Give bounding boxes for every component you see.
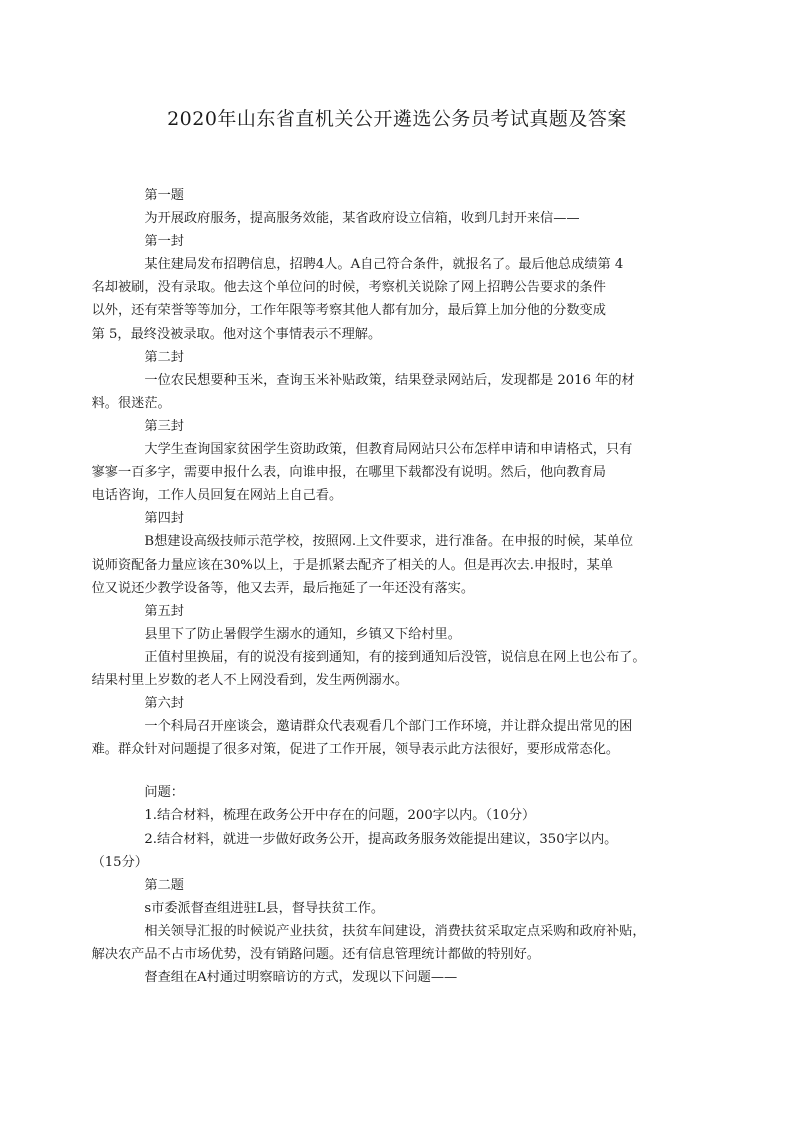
paragraph — [118, 507, 678, 530]
paragraph-line: 以外，还有荣誉等等加分，工作年限等考察其他人都有加分，最后算上加分他的分数变成 — [91, 303, 606, 319]
paragraph — [118, 600, 678, 623]
paragraph-line: 第六封 — [144, 696, 184, 712]
paragraph — [118, 804, 678, 827]
paragraph-line: 第二题 — [144, 877, 184, 893]
paragraph-line: 电话咨询，工作人员回复在网站上自己看。 — [91, 488, 343, 504]
paragraph-line: 料。很迷茫。 — [91, 395, 171, 411]
document-body — [91, 184, 678, 989]
paragraph — [91, 920, 678, 966]
paragraph-line: （15分） — [91, 854, 148, 870]
paragraph-line: 第四封 — [144, 511, 184, 527]
paragraph-line: 相关领导汇报的时候说产业扶贫，扶贫车间建设，消费扶贫采取定点采购和政府补贴， — [144, 923, 646, 939]
paragraph-line: 第一封 — [144, 234, 184, 250]
paragraph-line: 2.结合材料，就进一步做好政务公开，提高政务服务效能提出建议，350字以内。 — [144, 831, 618, 847]
paragraph-line: 一个科局召开座谈会，邀请群众代表观看几个部门工作环境，并让群众提出常见的困 — [144, 719, 633, 735]
paragraph — [118, 230, 678, 253]
paragraph-line: 为开展政府服务，提高服务效能，某省政府设立信箱，收到几封开来信—— — [144, 211, 580, 227]
paragraph-line: 名却被刷，没有录取。他去这个单位问的时候，考察机关说除了网上招聘公告要求的条件 — [91, 280, 606, 296]
paragraph-line: B想建设高级技师示范学校，按照网.上文件要求，进行准备。在申报的时候，某单位 — [144, 534, 634, 550]
paragraph — [91, 715, 678, 761]
paragraph-line: 问题： — [144, 785, 184, 801]
paragraph — [91, 530, 678, 599]
paragraph-line: 第三封 — [144, 418, 184, 434]
paragraph-line: 位又说还少教学设备等，他又去弄，最后拖延了一年还没有落实。 — [91, 580, 475, 596]
paragraph — [118, 415, 678, 438]
paragraph-line: s市委派督查组进驻L县，督导扶贫工作。 — [144, 900, 385, 916]
paragraph-line: 1.结合材料，梳理在政务公开中存在的问题，200字以内。（10分） — [144, 808, 536, 824]
paragraph-line: 第二封 — [144, 349, 184, 365]
paragraph-gap — [118, 761, 678, 781]
paragraph-line: 寥寥一百多字，需要申报什么表，向谁申报，在哪里下载都没有说明。然后，他向教育局 — [91, 465, 606, 481]
paragraph-line: 难。群众针对问题提了很多对策，促进了工作开展，领导表示此方法很好，要形成常态化。 — [91, 742, 620, 758]
paragraph — [91, 253, 678, 345]
paragraph-line: 县里下了防止暑假学生溺水的通知，乡镇又下给村里。 — [144, 626, 461, 642]
paragraph-line: 某住建局发布招聘信息，招聘4人。A自己符合条件，就报名了。最后他总成绩第 4 — [144, 257, 624, 273]
paragraph-line: 正值村里换届，有的说没有接到通知，有的接到通知后没管，说信息在网上也公布了。 — [144, 649, 646, 665]
paragraph-line: 第 5，最终没被录取。他对这个事情表示不理解。 — [91, 326, 382, 342]
paragraph-line: 结果村里上岁数的老人不上网没看到，发生两例溺水。 — [91, 672, 409, 688]
paragraph-line: 说师资配备力量应该在30%以上，于是抓紧去配齐了相关的人。但是再次去.申报时，某单 — [91, 557, 614, 573]
paragraph-line: 大学生查询国家贫困学生资助政策，但教育局网站只公布怎样申请和申请格式，只有 — [144, 442, 633, 458]
paragraph — [118, 781, 678, 804]
paragraph-line: 第五封 — [144, 603, 184, 619]
document-title: 2020年山东省直机关公开遴选公务员考试真题及答案 — [167, 108, 627, 130]
paragraph — [118, 692, 678, 715]
paragraph — [118, 207, 678, 230]
paragraph — [118, 623, 678, 646]
paragraph — [118, 184, 678, 207]
paragraph-line: 解决农产品不占市场优势，没有销路问题。还有信息管理统计都做的特别好。 — [91, 947, 540, 962]
paragraph — [118, 966, 678, 989]
paragraph-line: 督查组在A村通过明察暗访的方式，发现以下问题—— — [144, 970, 458, 986]
paragraph — [91, 438, 678, 507]
paragraph — [91, 828, 678, 874]
paragraph — [91, 369, 678, 415]
paragraph-line: 第一题 — [144, 188, 184, 203]
paragraph-line: 一位农民想要种玉米，查询玉米补贴政策，结果登录网站后，发现都是 2016 年的材 — [144, 372, 635, 388]
paragraph — [118, 874, 678, 897]
paragraph — [91, 646, 678, 692]
paragraph — [118, 897, 678, 920]
paragraph — [118, 346, 678, 369]
